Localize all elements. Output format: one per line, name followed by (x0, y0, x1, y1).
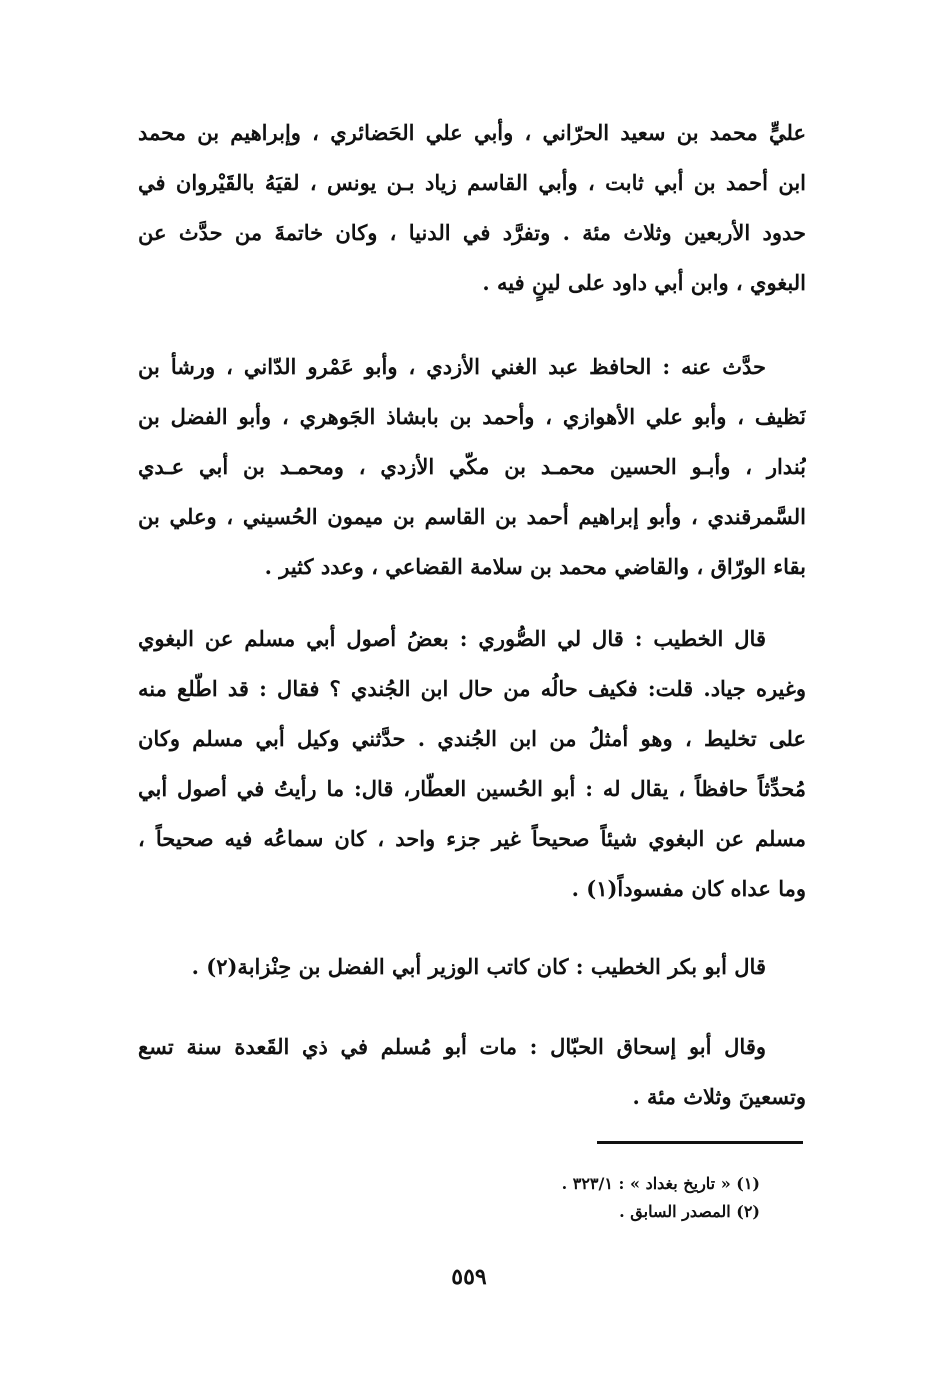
text-line: وقال أبو إسحاق الحبّال : مات أبو مُسلم في ذي القَعدة سنة تسع (138, 1034, 766, 1059)
text-line: ابن أحمد بن أبي ثابت ، وأبي القاسم زياد بـن يونس ، لقيَهُ بالقَيْروان في (138, 170, 806, 195)
text-line: السَّمرقندي ، وأبو إبراهيم أحمد بن القاسم بن ميمون الحُسيني ، وعلي بن (138, 504, 806, 529)
text-line: وما عداه كان مفسوداً(١) . (571, 876, 806, 901)
text-line: عليٍّ محمد بن سعيد الحرّاني ، وأبي علي الحَضائري ، وإبراهيم بن محمد (138, 120, 806, 145)
text-line: قال أبو بكر الخطيب : كان كاتب الوزير أبي الفضل بن حِنْزابة(٢) . (191, 954, 766, 979)
text-line: حدَّث عنه : الحافظ عبد الغني الأزدي ، وأبو عَمْرو الدّاني ، ورشأ بن (138, 354, 766, 379)
text-line: البغوي ، وابن أبي داود على لينٍ فيه . (482, 270, 806, 295)
text-line: على تخليط ، وهو أمثلُ من ابن الجُندي . حدَّثني وكيل أبي مسلم وكان (138, 726, 806, 751)
page-number: ٥٥٩ (451, 1264, 487, 1290)
text-line: بُندار ، وأبـو الحسين محمـد بن مكّي الأزدي ، ومحمـد بن أبي عـدي (138, 454, 806, 479)
text-line: مُحدِّثاً حافظاً ، يقال له : أبو الحُسين العطّار، قال: ما رأيتُ في أصول أبي (138, 776, 806, 801)
text-line: وغيره جياد. قلت: فكيف حالُه من حال ابن الجُندي ؟ فقال : قد اطّلع منه (138, 676, 806, 701)
footnote-2: (٢) المصدر السابق . (619, 1202, 760, 1221)
text-line: نَظيف ، وأبو علي الأهوازي ، وأحمد بن بابشاذ الجَوهري ، وأبو الفضل بن (138, 404, 806, 429)
footnote-divider (597, 1141, 803, 1144)
paragraph-4 (138, 942, 806, 992)
text-line: قال الخطيب : قال لي الصُّوري : بعضُ أصول أبي مسلم عن البغوي (138, 626, 766, 651)
text-line: وتسعينَ وثلاث مئة . (632, 1084, 806, 1109)
paragraph-3 (138, 614, 806, 914)
footnote-1: (١) « تاريخ بغداد » : ٣٢٣/١ . (561, 1174, 760, 1193)
paragraph-5 (138, 1022, 806, 1122)
text-line: مسلم عن البغوي شيئاً صحيحاً غير جزء واحد ، كان سماعُه فيه صحيحاً ، (138, 826, 806, 851)
text-line: بقاء الورّاق ، والقاضي محمد بن سلامة القضاعي ، وعدد كثير . (264, 554, 806, 579)
footnotes (340, 1170, 760, 1226)
paragraph-1 (138, 108, 806, 308)
text-line: حدود الأربعين وثلاث مئة . وتفرَّد في الدنيا ، وكان خاتمةَ من حدَّث عن (138, 220, 806, 245)
paragraph-2 (138, 342, 806, 592)
